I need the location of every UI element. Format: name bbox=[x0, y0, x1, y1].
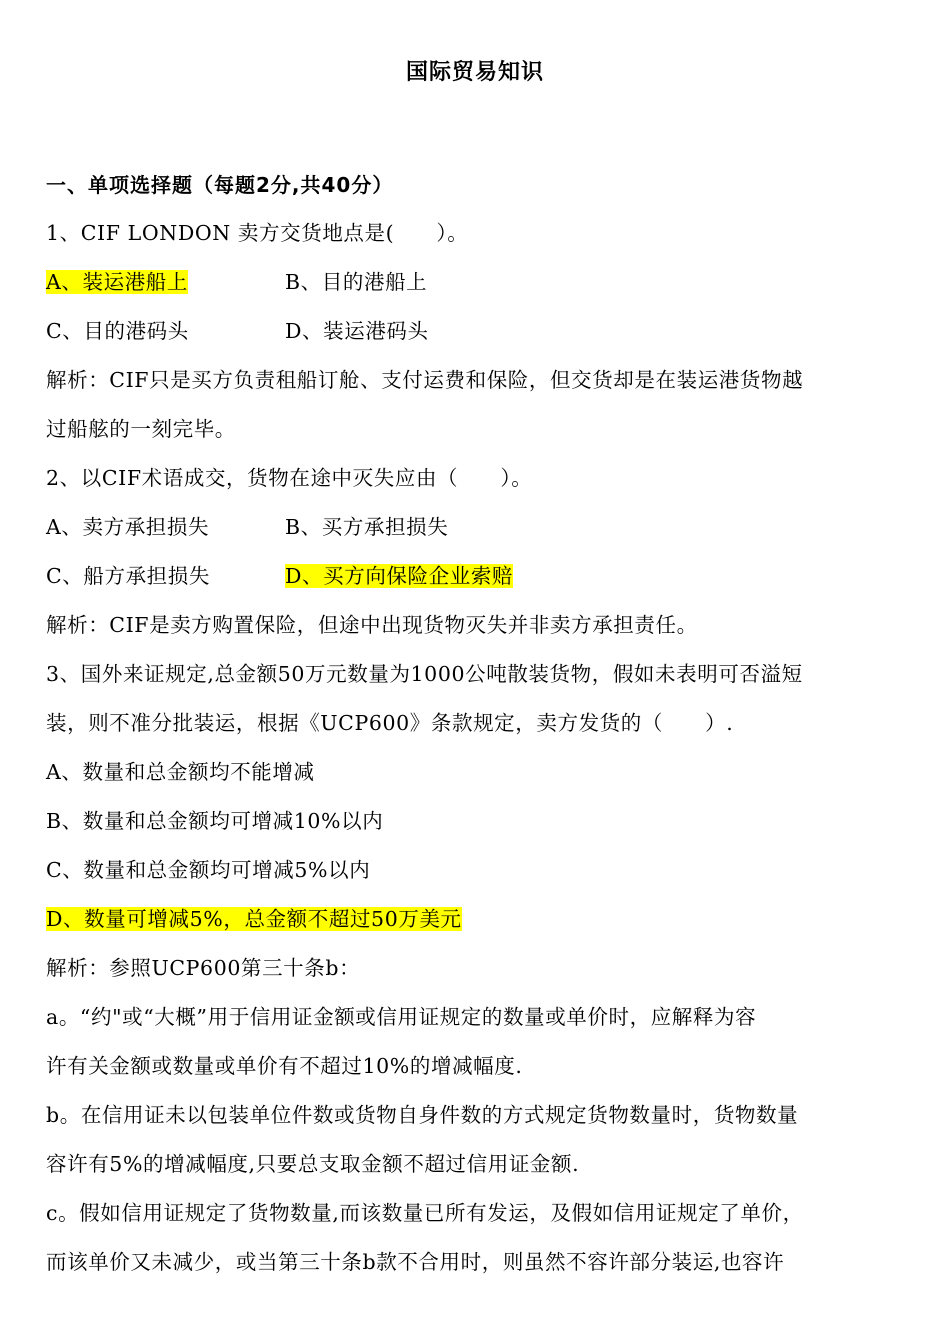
q3-option-c: C、数量和总金额均可增减5%以内 bbox=[46, 858, 371, 882]
q1-option-a bbox=[46, 265, 188, 299]
q1-option-d: D、装运港码头 bbox=[285, 319, 429, 343]
q1-analysis-line2: 过船舷的一刻完毕。 bbox=[46, 417, 236, 441]
q2-analysis: 解析：CIF是卖方购置保险，但途中出现货物灭失并非卖方承担责任。 bbox=[46, 613, 698, 637]
q2-stem: 2、以CIF术语成交，货物在途中灭失应由（ ）。 bbox=[46, 466, 533, 490]
q1-option-b: B、目的港船上 bbox=[285, 270, 428, 294]
q2-option-b: B、买方承担损失 bbox=[285, 515, 449, 539]
q3-para-a-line2: 许有关金额或数量或单价有不超过10%的增减幅度. bbox=[46, 1054, 523, 1078]
q1-analysis-line1: 解析：CIF只是买方负责租船订舱、支付运费和保险，但交货却是在装运港货物越 bbox=[46, 368, 804, 392]
q1-stem: 1、CIF LONDON 卖方交货地点是( ）。 bbox=[46, 221, 469, 245]
q2-option-d bbox=[285, 559, 513, 593]
q3-para-b-line1: b。在信用证未以包装单位件数或货物自身件数的方式规定货物数量时，货物数量 bbox=[46, 1103, 799, 1127]
q2-answer-highlight: D、买方向保险企业索赔 bbox=[285, 564, 514, 588]
q3-para-c-line2: 而该单价又未减少，或当第三十条b款不合用时，则虽然不容许部分装运,也容许 bbox=[46, 1250, 785, 1274]
q3-para-b-line2: 容许有5%的增减幅度,只要总支取金额不超过信用证金额. bbox=[46, 1152, 580, 1176]
q2-option-c: C、船方承担损失 bbox=[46, 564, 210, 588]
q3-stem-line2: 装，则不准分批装运，根据《UCP600》条款规定，卖方发货的（ ）. bbox=[46, 711, 734, 735]
q3-option-a: A、数量和总金额均不能增减 bbox=[46, 760, 315, 784]
q3-stem-line1: 3、国外来证规定,总金额50万元数量为1000公吨散装货物，假如未表明可否溢短 bbox=[46, 662, 803, 686]
document-title: 国际贸易知识 bbox=[405, 60, 544, 85]
q2-option-a: A、卖方承担损失 bbox=[46, 515, 210, 539]
q3-option-b: B、数量和总金额均可增减10%以内 bbox=[46, 809, 384, 833]
section-heading: 一、单项选择题（每题2分,共40分） bbox=[46, 173, 394, 197]
q3-para-c-line1: c。假如信用证规定了货物数量,而该数量已所有发运，及假如信用证规定了单价， bbox=[46, 1201, 804, 1225]
q1-answer-highlight: A、装运港船上 bbox=[46, 270, 189, 294]
q3-para-a-line1: a。“约"或“大概”用于信用证金额或信用证规定的数量或单价时，应解释为容 bbox=[46, 1005, 757, 1029]
q3-option-d bbox=[46, 902, 462, 936]
q3-analysis-intro: 解析：参照UCP600第三十条b： bbox=[46, 956, 361, 980]
q1-option-c: C、目的港码头 bbox=[46, 319, 189, 343]
q3-answer-highlight: D、数量可增减5%，总金额不超过50万美元 bbox=[46, 907, 462, 931]
